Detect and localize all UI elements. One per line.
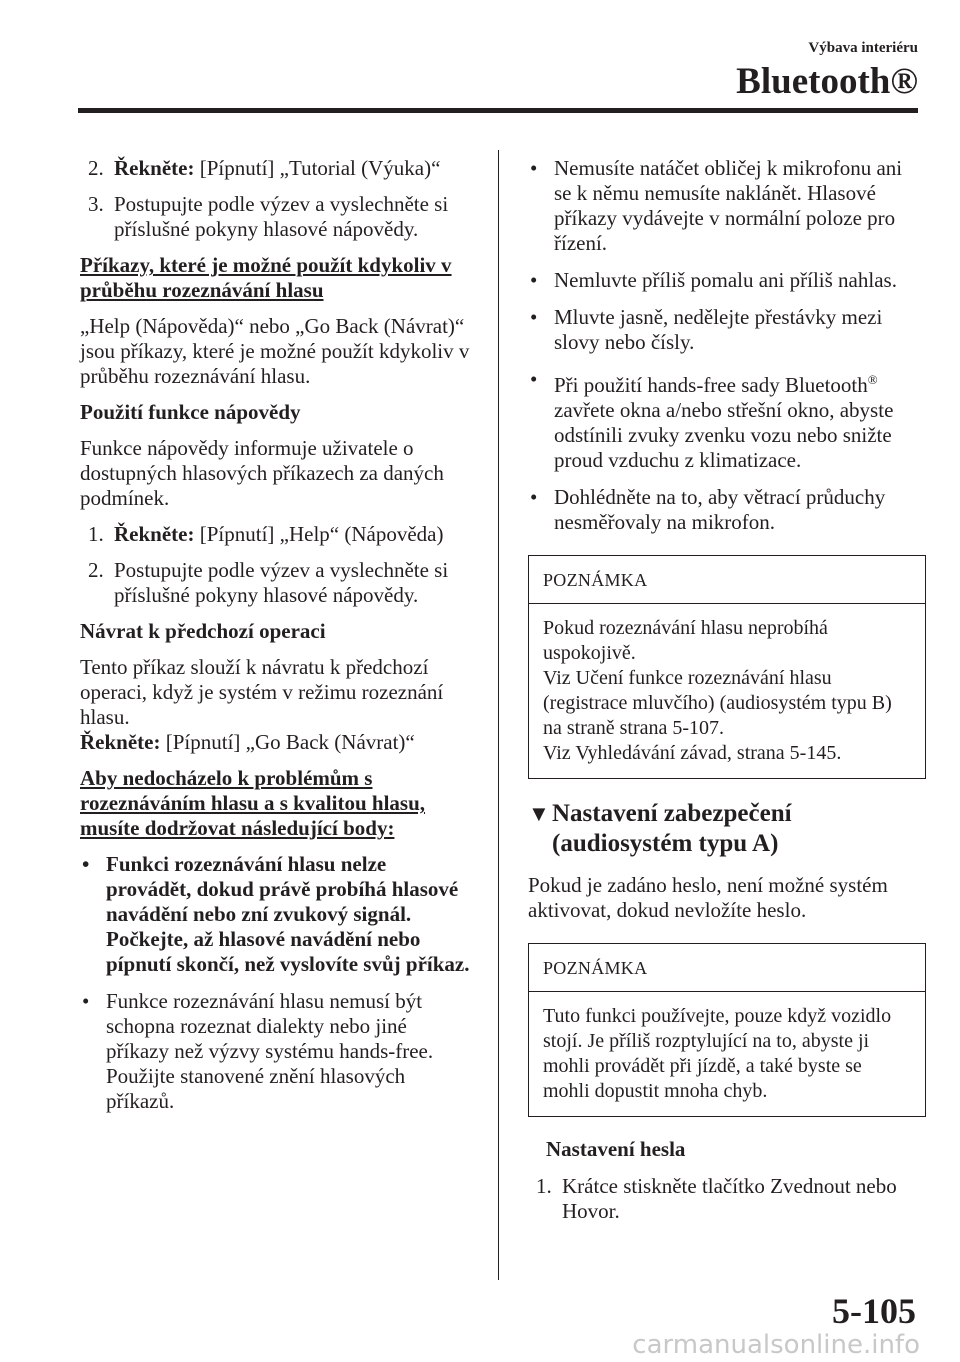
avoid-problems-heading: Aby nedocházelo k problémům s rozeznáváním hlasu a s kvalitou hlasu, musíte dodržovat následující body: — [80, 766, 426, 840]
list-item: • Mluvte jasně, nedělejte přestávky mezi slovy nebo čísly. — [530, 305, 883, 354]
page-number: 5-105 — [832, 1291, 916, 1331]
note-body: Tuto funkci používejte, pouze když vozidlo stojí. Je příliš rozptylující na to, abyste ji mohli provádět při jízdě, a také byste se mohli dopustit mnoha chyb. — [543, 1005, 892, 1102]
help-text: Funkce nápovědy informuje uživatele o dostupných hlasových příkazech za daných podmínek. — [80, 436, 444, 510]
password-step-1: 1. Krátce stiskněte tlačítko Zvednout nebo Hovor. — [536, 1174, 897, 1223]
password-heading: Nastavení hesla — [546, 1137, 686, 1161]
help-step-2: 2. Postupujte podle výzev a vyslechněte si příslušné pokyny hlasové nápovědy. — [88, 558, 449, 607]
section-header: Výbava interiéru — [808, 40, 918, 56]
list-item: • Funkci rozeznávání hlasu nelze provádět, dokud právě probíhá hlasové navádění nebo zní zvukový signál. Počkejte, až hlasové navádění nebo pípnutí skončí, než vyslovíte svůj příkaz. — [82, 852, 470, 976]
bullet-icon: • — [530, 367, 538, 391]
note-box — [528, 943, 926, 1117]
left-column — [80, 156, 472, 1126]
triangle-icon: ▼ — [528, 801, 550, 826]
bullet-icon: • — [530, 268, 538, 292]
anytime-commands-heading: Příkazy, které je možné použít kdykoliv v průběhu rozeznávání hlasu — [80, 253, 452, 302]
bullet-icon: • — [530, 156, 538, 180]
list-item: • Nemusíte natáčet obličej k mikrofonu ani se k němu nemusíte naklánět. Hlasové příkazy vydávejte v normální poloze pro řízení. — [530, 156, 903, 255]
help-step-1: 1. Řekněte: [Pípnutí] „Help“ (Nápověda) — [88, 522, 444, 546]
help-heading: Použití funkce nápovědy — [80, 400, 301, 424]
column-divider — [498, 150, 499, 1280]
list-item: • Při použití hands-free sady Bluetooth® zavřete okna a/nebo střešní okno, abyste odstínili zvuky zvenku vozu nebo snižte proud vzduchu z klimatizace. — [530, 367, 894, 472]
note-heading: POZNÁMKA — [529, 944, 925, 992]
go-back-text: Tento příkaz slouží k návratu k předchozí operaci, když je systém v režimu rozeznání hlasu. — [80, 655, 444, 729]
list-item: • Funkce rozeznávání hlasu nemusí být schopna rozeznat dialekty nebo jiné příkazy než výzvy systému hands-free. Použijte stanovené znění hlasových příkazů. — [82, 989, 434, 1113]
bullet-icon: • — [530, 305, 538, 329]
note-heading: POZNÁMKA — [529, 556, 925, 604]
list-item: • Nemluvte příliš pomalu ani příliš nahlas. — [530, 268, 897, 292]
bullet-icon: • — [530, 485, 538, 509]
section-text: Pokud je zadáno heslo, není možné systém aktivovat, dokud nevložíte heslo. — [528, 873, 888, 922]
anytime-commands-text: „Help (Nápověda)“ nebo „Go Back (Návrat)“ jsou příkazy, které je možné použít kdykoliv v průběhu rozeznávání hlasu. — [80, 314, 470, 388]
section-heading: ▼ Nastavení zabezpečení (audiosystém typu A) — [528, 800, 792, 857]
bullet-icon: • — [82, 852, 90, 876]
step-3: 3. Postupujte podle výzev a vyslechněte si příslušné pokyny hlasové nápovědy. — [88, 192, 449, 241]
list-item: • Dohlédněte na to, aby větrací průduchy nesměřovaly na mikrofon. — [530, 485, 886, 534]
right-column — [528, 156, 918, 1235]
bullet-icon: • — [82, 989, 90, 1013]
note-body: Pokud rozeznávání hlasu neprobíhá uspokojivě. Viz Učení funkce rozeznávání hlasu (registrace mluvčího) (audiosystém typu B) na straně strana 5-107. Viz Vyhledávání závad, strana 5-145. — [543, 617, 892, 764]
note-box — [528, 555, 926, 779]
header-rule — [78, 108, 918, 113]
page-title: Bluetooth® — [736, 61, 918, 102]
go-back-say: Řekněte: [Pípnutí] „Go Back (Návrat)“ — [80, 730, 415, 754]
watermark: carmanualsonline.info — [632, 1330, 920, 1360]
step-2: 2. Řekněte: [Pípnutí] „Tutorial (Výuka)“ — [88, 156, 441, 180]
go-back-heading: Návrat k předchozí operaci — [80, 619, 326, 643]
